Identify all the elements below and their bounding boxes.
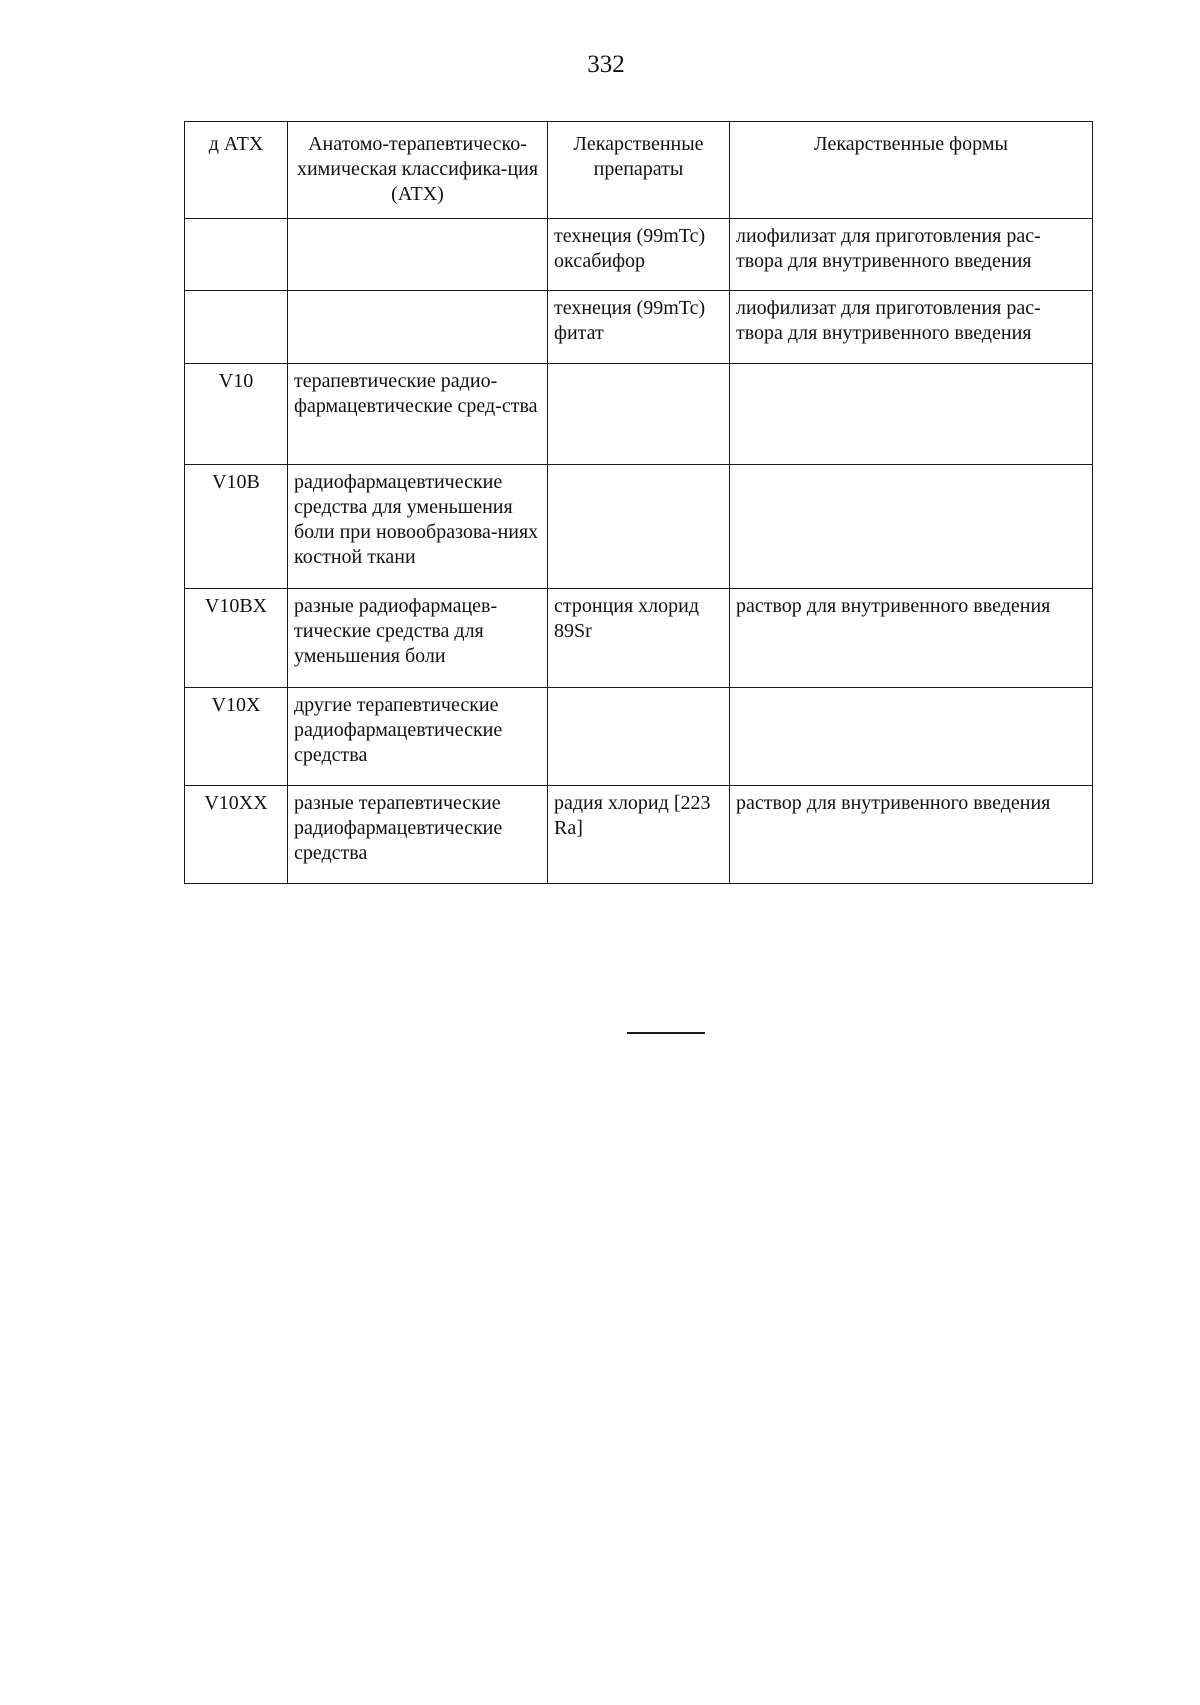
atx-code-cell: V10XX (185, 786, 288, 884)
table-row (185, 589, 1093, 688)
classification-cell: другие терапевтические радиофармацевтические средства (288, 688, 548, 786)
classification-cell: радиофармацевтические средства для уменьшения боли при новообразова-ниях костной ткани (288, 465, 548, 589)
end-rule-divider (627, 1032, 705, 1034)
drug-cell: технеция (99mTc) фитат (548, 291, 730, 364)
table-row (185, 786, 1093, 884)
dosage-form-cell (730, 465, 1093, 589)
table-header-row (185, 122, 1093, 219)
atx-code-cell: V10 (185, 364, 288, 465)
atx-table (184, 121, 1093, 884)
dosage-form-cell (730, 688, 1093, 786)
dosage-form-cell: лиофилизат для приготовления рас-твора для внутривенного введения (730, 219, 1093, 291)
dosage-form-cell (730, 364, 1093, 465)
table-row (185, 465, 1093, 589)
atx-code-cell: V10B (185, 465, 288, 589)
drug-cell (548, 688, 730, 786)
header-atx-classification: Анатомо-терапевтическо-химическая классифика-ция (АТХ) (288, 122, 548, 219)
atx-code-cell: V10X (185, 688, 288, 786)
atx-code-cell (185, 219, 288, 291)
classification-cell (288, 219, 548, 291)
dosage-form-cell: раствор для внутривенного введения (730, 589, 1093, 688)
classification-cell: разные радиофармацев-тические средства для уменьшения боли (288, 589, 548, 688)
dosage-form-cell: лиофилизат для приготовления рас-твора для внутривенного введения (730, 291, 1093, 364)
drug-cell: стронция хлорид 89Sr (548, 589, 730, 688)
table-row (185, 364, 1093, 465)
classification-cell: разные терапевтические радиофармацевтические средства (288, 786, 548, 884)
classification-cell: терапевтические радио-фармацевтические сред-ства (288, 364, 548, 465)
drug-cell: технеция (99mTc) оксабифор (548, 219, 730, 291)
table-row (185, 291, 1093, 364)
classification-cell (288, 291, 548, 364)
header-dosage-forms: Лекарственные формы (730, 122, 1093, 219)
dosage-form-cell: раствор для внутривенного введения (730, 786, 1093, 884)
header-drugs: Лекарственные препараты (548, 122, 730, 219)
drug-cell: радия хлорид [223 Ra] (548, 786, 730, 884)
atx-code-cell (185, 291, 288, 364)
table-row (185, 219, 1093, 291)
table-row (185, 688, 1093, 786)
page-number: 332 (587, 51, 625, 78)
drug-cell (548, 364, 730, 465)
header-atx-code: д АТХ (185, 122, 288, 219)
atx-code-cell: V10BX (185, 589, 288, 688)
drug-cell (548, 465, 730, 589)
